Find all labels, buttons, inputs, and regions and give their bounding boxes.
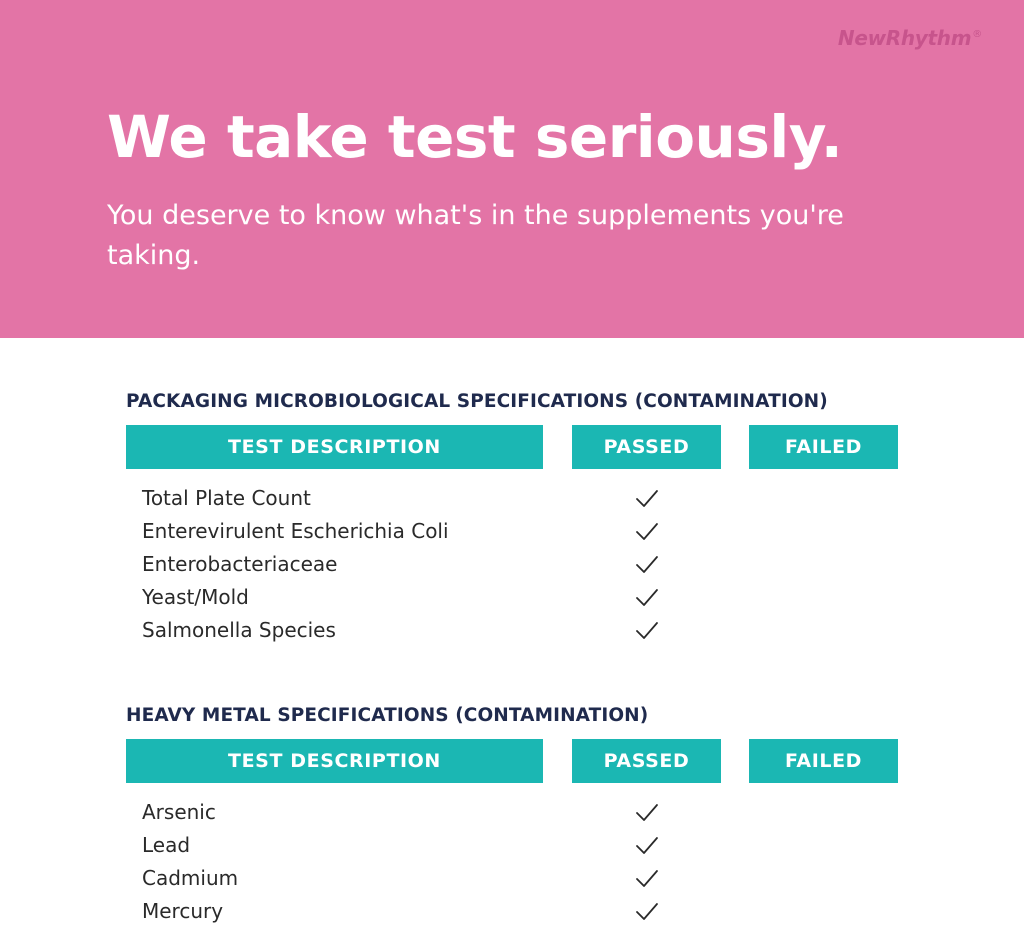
result-row [0, 548, 1024, 581]
column-header-failed: FAILED [749, 739, 898, 783]
section-title: HEAVY METAL SPECIFICATIONS (CONTAMINATION) [126, 705, 649, 726]
test-results-list [0, 482, 1024, 647]
test-results-list [0, 796, 1024, 927]
brand-name: NewRhythm [837, 26, 972, 50]
test-name: Lead [142, 833, 191, 857]
registered-mark: ® [972, 29, 982, 41]
check-icon [634, 554, 660, 576]
result-row [0, 581, 1024, 614]
check-icon [634, 620, 660, 642]
test-name: Enterevirulent Escherichia Coli [142, 519, 449, 543]
check-icon [634, 802, 660, 824]
result-row [0, 862, 1024, 895]
result-row [0, 515, 1024, 548]
result-row [0, 796, 1024, 829]
column-header-test-description: TEST DESCRIPTION [126, 739, 543, 783]
result-row [0, 482, 1024, 515]
headline: We take test seriously. [107, 103, 843, 171]
test-name: Cadmium [142, 866, 239, 890]
column-header-passed: PASSED [572, 739, 721, 783]
check-icon [634, 521, 660, 543]
subheadline: You deserve to know what's in the supplements you're taking. [107, 200, 844, 271]
section-title: PACKAGING MICROBIOLOGICAL SPECIFICATIONS (CONTAMINATION) [126, 391, 828, 412]
check-icon [634, 587, 660, 609]
result-row [0, 829, 1024, 862]
hero-banner [0, 0, 1024, 338]
test-name: Salmonella Species [142, 618, 336, 642]
column-header-test-description: TEST DESCRIPTION [126, 425, 543, 469]
check-icon [634, 868, 660, 890]
brand-logo [838, 26, 982, 50]
check-icon [634, 835, 660, 857]
result-row [0, 614, 1024, 647]
column-header-passed: PASSED [572, 425, 721, 469]
test-name: Arsenic [142, 800, 216, 824]
test-name: Enterobacteriaceae [142, 552, 338, 576]
test-name: Mercury [142, 899, 224, 923]
column-header-failed: FAILED [749, 425, 898, 469]
check-icon [634, 488, 660, 510]
test-name: Yeast/Mold [142, 585, 249, 609]
check-icon [634, 901, 660, 923]
result-row [0, 895, 1024, 927]
test-name: Total Plate Count [142, 486, 311, 510]
